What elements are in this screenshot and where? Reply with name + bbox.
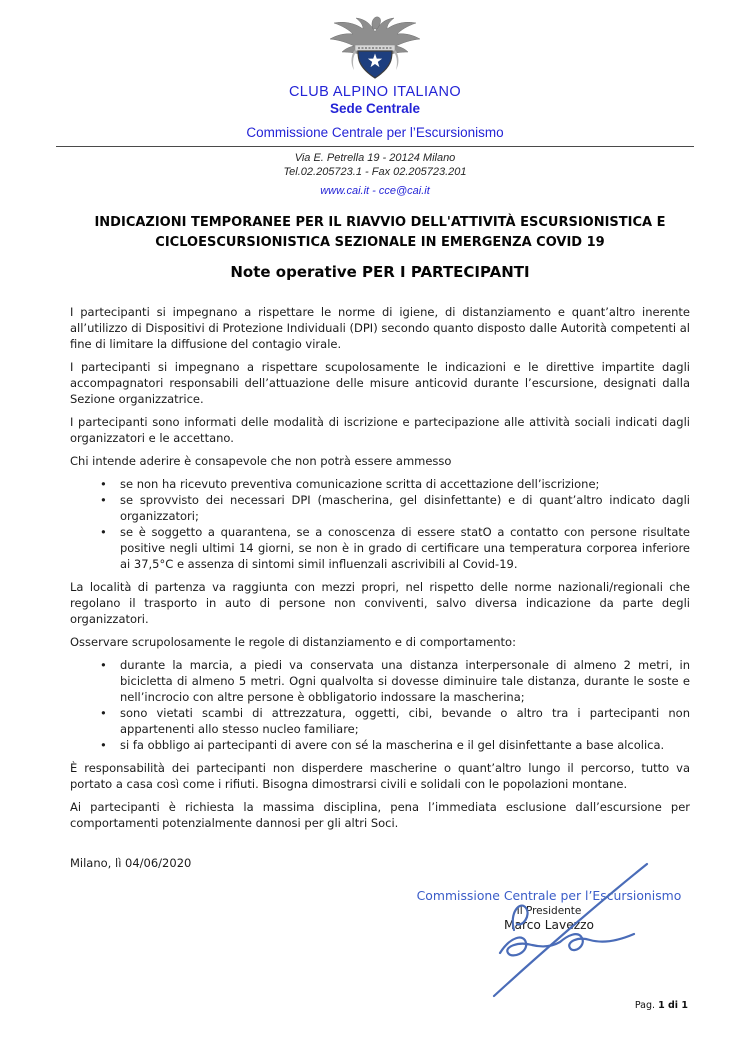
- admission-conditions-list: [70, 476, 690, 572]
- list-item: • se è soggetto a quarantena, se a conoscenza di essere statO a contatto con persone risultate positive negli ultimi 14 giorni, se non è in grado di certificare una temperatura corporea inferiore ai 37,5°C e assenza di sintomi simil influenzali ascrivibili al Covid-19.: [98, 524, 690, 572]
- paragraph-hygiene: I partecipanti si impegnano a rispettare le norme di igiene, di distanziamento e quant’altro inerente all’utilizzo di Dispositivi di Protezione Individuali (DPI) secondo quanto disposto dalle Autorità competenti al fine di limitare la diffusione del contagio virale.: [70, 305, 690, 351]
- signature-role: Il Presidente: [516, 905, 582, 917]
- document-subtitle: Note operative PER I PARTECIPANTI: [230, 263, 530, 281]
- list-item: • durante la marcia, a piedi va conservata una distanza interpersonale di almeno 2 metri, in bicicletta di almeno 5 metri. Ogni qualvolta si dovesse diminuire tale distanza, durante le soste e nell’incrocio con altre persone è obbligatorio indossare la mascherina;: [98, 657, 690, 705]
- dateline: Milano, lì 04/06/2020: [70, 856, 192, 870]
- website-email-link[interactable]: www.cai.it - cce@cai.it: [320, 185, 430, 197]
- signature-name: Marco Lavezzo: [504, 918, 594, 932]
- list-item: • si fa obbligo ai partecipanti di avere con sé la mascherina e il gel disinfettante a base alcolica.: [98, 737, 690, 753]
- page-number: [635, 1000, 688, 1011]
- paragraph-directives: I partecipanti si impegnano a rispettare scupolosamente le indicazioni e le direttive impartite dagli accompagnatori responsabili dell’attuazione delle misure anticovid durante l’escursione, designati dalla Sezione organizzatrice.: [70, 360, 690, 406]
- list-item: • sono vietati scambi di attrezzatura, oggetti, cibi, bevande o altro tra i partecipanti non appartenenti allo stesso nucleo familiare;: [98, 705, 690, 737]
- organization-subtitle: Sede Centrale: [329, 101, 421, 116]
- list-item: • se non ha ricevuto preventiva comunicazione scritta di accettazione dell’iscrizione;: [98, 476, 690, 492]
- paragraph-discipline: Ai partecipanti è richiesta la massima disciplina, pena l’immediata esclusione dall’escursione per comportamenti potenzialmente dannosi per gli altri Soci.: [70, 800, 690, 830]
- organization-name: CLUB ALPINO ITALIANO: [288, 84, 462, 100]
- behaviour-rules-list: [70, 657, 690, 753]
- page-number-value: 1 di 1: [658, 1000, 688, 1011]
- header-divider: [56, 146, 694, 147]
- document-body: [70, 304, 690, 871]
- list-item: • se sprovvisto dei necessari DPI (mascherina, gel disinfettante) e di quant’altro indicato dagli organizzatori;: [98, 492, 690, 524]
- signature-block: [398, 888, 700, 933]
- address-line-1: Via E. Petrella 19 - 20124 Milano: [294, 152, 456, 164]
- signature-commission: Commissione Centrale per l’Escursionismo: [416, 888, 682, 903]
- document-title-line-1: INDICAZIONI TEMPORANEE PER IL RIAVVIO DELL'ATTIVITÀ ESCURSIONISTICA E: [94, 215, 666, 230]
- paragraph-registration: I partecipanti sono informati delle modalità di iscrizione e partecipazione alle attività sociali indicati dagli organizzatori e le accettano.: [70, 415, 690, 445]
- address-line-2: Tel.02.205723.1 - Fax 02.205723.201: [283, 166, 467, 178]
- paragraph-responsibility: È responsabilità dei partecipanti non disperdere mascherine o quant’altro lungo il percorso, tutto va portato a casa così come i rifiuti. Bisogna dimostrarsi civili e solidali con le popolazioni montane.: [70, 761, 690, 791]
- commission-name: Commissione Centrale per l’Escursionismo: [246, 125, 504, 140]
- paragraph-transport: La località di partenza va raggiunta con mezzi propri, nel rispetto delle norme nazionali/regionali che regolano il trasporto in auto di persone non conviventi, salvo diversa indicazione da parte degli organizzatori.: [70, 580, 690, 626]
- document-title: [70, 213, 690, 253]
- page-number-prefix: Pag.: [634, 1000, 656, 1011]
- paragraph-rules-intro: Osservare scrupolosamente le regole di distanziamento e di comportamento:: [70, 635, 516, 649]
- logo-container: [0, 0, 750, 80]
- cai-eagle-logo-icon: [325, 14, 425, 80]
- paragraph-admission-intro: Chi intende aderire è consapevole che non potrà essere ammesso: [70, 454, 452, 468]
- document-title-line-2: CICLOESCURSIONISTICA SEZIONALE IN EMERGENZA COVID 19: [155, 235, 605, 250]
